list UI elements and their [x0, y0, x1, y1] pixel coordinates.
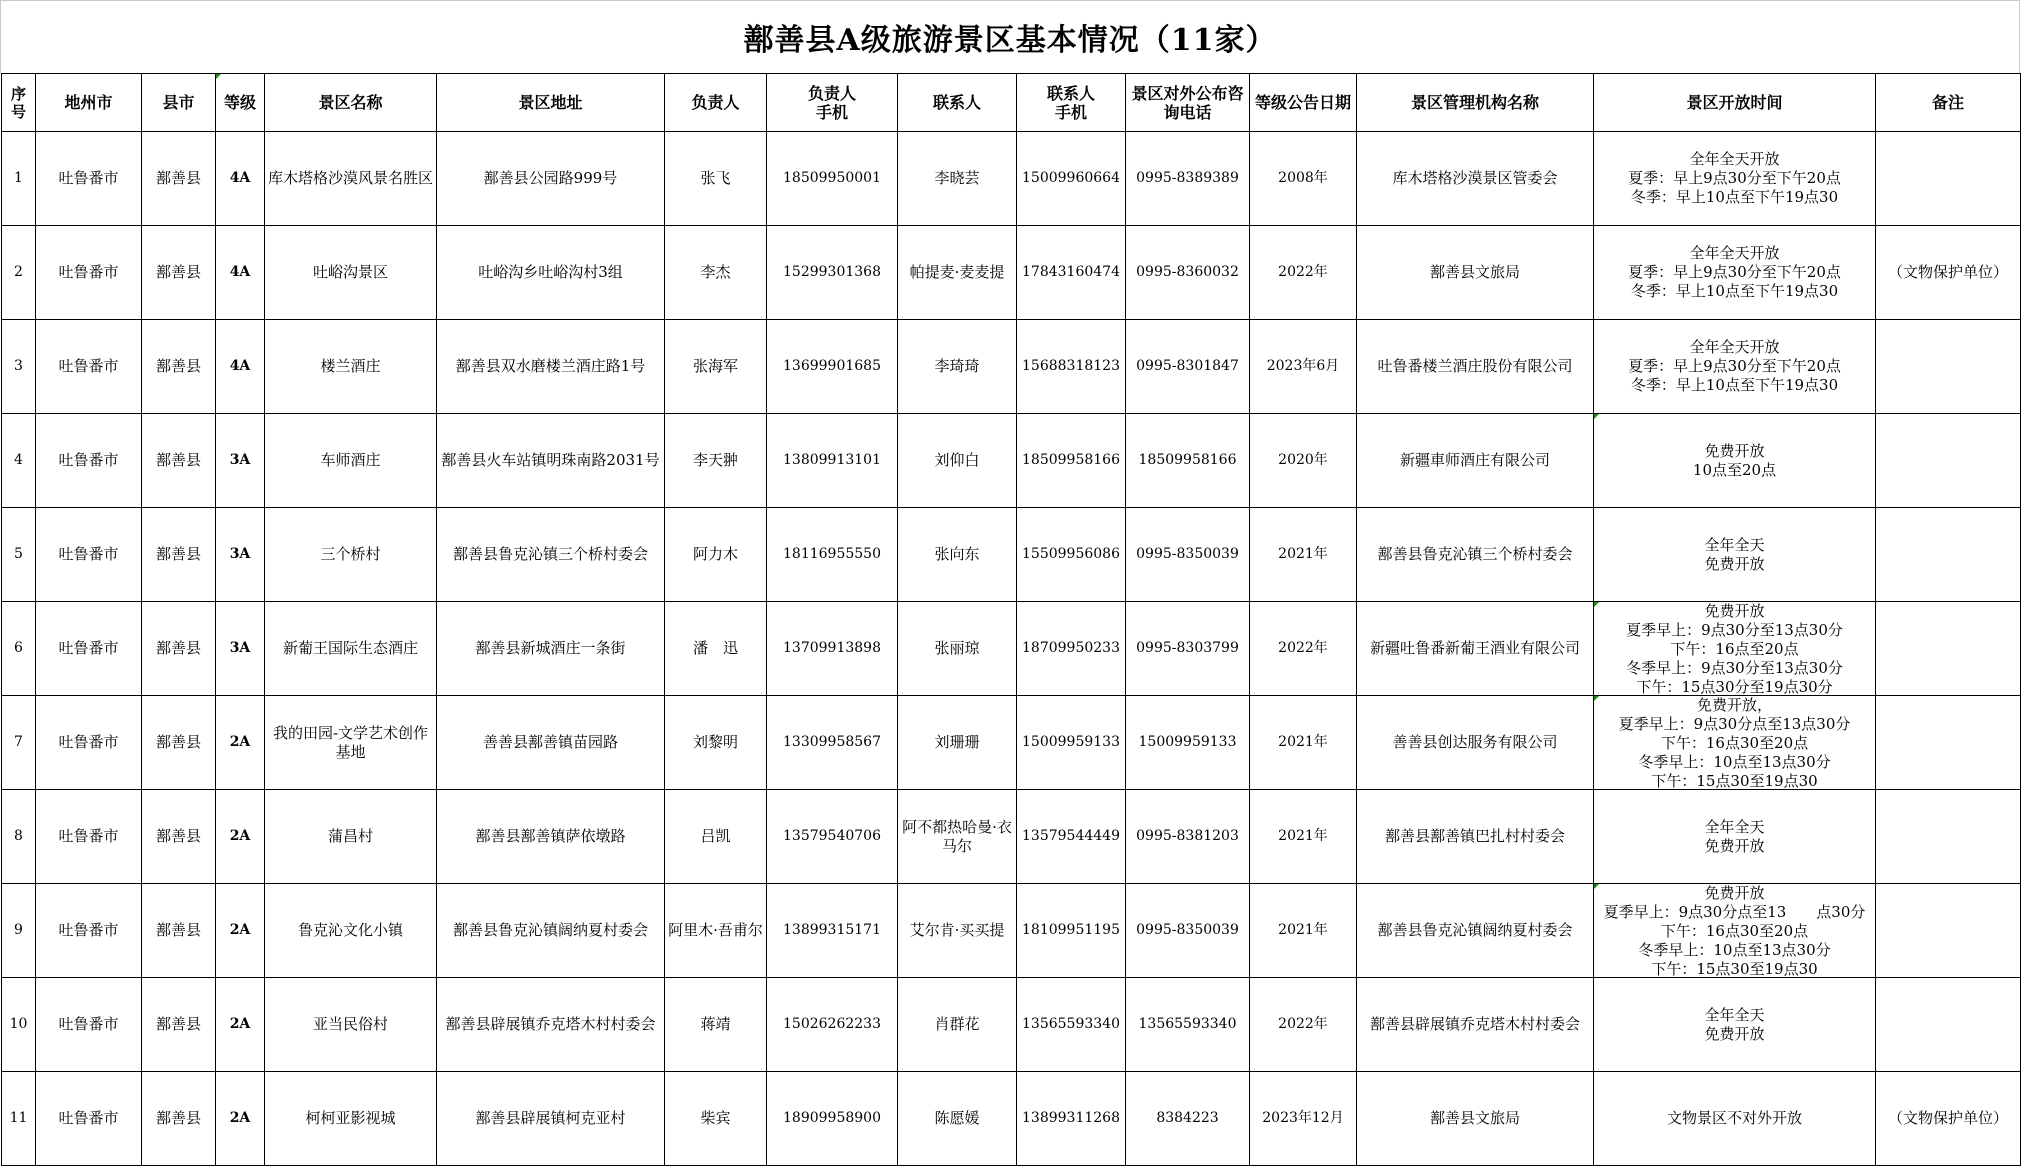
cell-remarks [1876, 508, 2021, 602]
hours-line: 冬季：早上10点至下午19点30 [1630, 188, 1839, 206]
cell-remarks [1876, 602, 2021, 696]
table-row [2, 226, 2021, 320]
cell-manager: 张海军 [665, 320, 767, 414]
hours-line: 免费开放， [1696, 696, 1772, 714]
cell-remarks [1876, 132, 2021, 226]
hours-line: 下午：16点至20点 [1670, 640, 1799, 658]
cell-announce-date: 2023年12月 [1250, 1072, 1357, 1166]
header-name: 景区名称 [265, 74, 437, 132]
cell-hours [1594, 696, 1876, 790]
hours-line: 夏季：早上9点30分至下午20点 [1628, 357, 1841, 375]
cell-scenic-name: 库木塔格沙漠风景名胜区 [265, 132, 437, 226]
cell-scenic-name: 鲁克沁文化小镇 [265, 884, 437, 978]
cell-public-phone: 13565593340 [1126, 978, 1250, 1072]
cell-contact-phone: 13899311268 [1017, 1072, 1126, 1166]
hours-line: 免费开放 [1704, 884, 1765, 902]
cell-address: 鄯善县火车站镇明珠南路2031号 [437, 414, 665, 508]
cell-city: 吐鲁番市 [36, 884, 142, 978]
cell-seq: 9 [2, 884, 36, 978]
hours-line: 冬季早上：9点30分至13点30分 [1626, 659, 1843, 677]
hours-line: 全年全天 [1704, 1005, 1765, 1024]
cell-hours [1594, 884, 1876, 978]
cell-scenic-name: 蒲昌村 [265, 790, 437, 884]
cell-org: 吐鲁番楼兰酒庄股份有限公司 [1357, 320, 1594, 414]
cell-contact-phone: 15009959133 [1017, 696, 1126, 790]
cell-manager-phone: 13709913898 [767, 602, 898, 696]
cell-hours [1594, 226, 1876, 320]
cell-city: 吐鲁番市 [36, 790, 142, 884]
cell-announce-date: 2021年 [1250, 884, 1357, 978]
cell-remarks: （文物保护单位） [1876, 226, 2021, 320]
hours-line: 全年全天开放 [1689, 150, 1780, 168]
cell-hours [1594, 508, 1876, 602]
cell-seq: 10 [2, 978, 36, 1072]
cell-public-phone: 0995-8360032 [1126, 226, 1250, 320]
cell-county: 鄯善县 [142, 508, 216, 602]
hours-line: 冬季：早上10点至下午19点30 [1630, 376, 1839, 394]
cell-manager-phone: 15026262233 [767, 978, 898, 1072]
header-address: 景区地址 [437, 74, 665, 132]
cell-hours [1594, 602, 1876, 696]
cell-contact-phone: 18509958166 [1017, 414, 1126, 508]
cell-public-phone: 0995-8389389 [1126, 132, 1250, 226]
cell-address: 鄯善县公园路999号 [437, 132, 665, 226]
cell-county: 鄯善县 [142, 226, 216, 320]
cell-city: 吐鲁番市 [36, 508, 142, 602]
hours-text [1596, 696, 1873, 789]
table-row [2, 696, 2021, 790]
cell-manager-phone: 13809913101 [767, 414, 898, 508]
cell-contact: 张丽琼 [898, 602, 1017, 696]
cell-org: 善善县创达服务有限公司 [1357, 696, 1594, 790]
hours-line: 下午：16点30至20点 [1660, 734, 1809, 752]
cell-scenic-name: 楼兰酒庄 [265, 320, 437, 414]
hours-line: 下午：15点30至19点30 [1651, 960, 1818, 977]
cell-manager: 潘 迅 [665, 602, 767, 696]
cell-announce-date: 2021年 [1250, 696, 1357, 790]
header-manager: 负责人 [665, 74, 767, 132]
header-grade: 等级 [216, 74, 265, 132]
cell-remarks: （文物保护单位） [1876, 1072, 2021, 1166]
cell-manager: 李杰 [665, 226, 767, 320]
cell-county: 鄯善县 [142, 978, 216, 1072]
hours-line: 文物景区不对外开放 [1666, 1109, 1802, 1127]
hours-line: 下午：15点30分至19点30分 [1636, 678, 1833, 695]
cell-manager-phone: 13579540706 [767, 790, 898, 884]
cell-contact: 艾尔肯·买买提 [898, 884, 1017, 978]
cell-contact: 肖群花 [898, 978, 1017, 1072]
cell-org: 鄯善县鄯善镇巴扎村村委会 [1357, 790, 1594, 884]
sheet-title: 鄯善县A级旅游景区基本情况（11家） [743, 23, 1277, 58]
cell-hours [1594, 978, 1876, 1072]
header-org: 景区管理机构名称 [1357, 74, 1594, 132]
cell-manager: 柴宾 [665, 1072, 767, 1166]
cell-manager-phone: 13309958567 [767, 696, 898, 790]
table-body [2, 132, 2021, 1166]
cell-public-phone: 0995-8301847 [1126, 320, 1250, 414]
cell-grade: 2A [216, 790, 265, 884]
cell-county: 鄯善县 [142, 320, 216, 414]
hours-line: 冬季：早上10点至下午19点30 [1630, 282, 1839, 300]
header-hours: 景区开放时间 [1594, 74, 1876, 132]
cell-hours [1594, 790, 1876, 884]
hours-line: 全年全天开放 [1689, 244, 1780, 262]
hours-line: 免费开放 [1704, 441, 1765, 460]
table-row [2, 1072, 2021, 1166]
cell-public-phone: 0995-8381203 [1126, 790, 1250, 884]
cell-grade: 4A [216, 320, 265, 414]
cell-grade: 4A [216, 132, 265, 226]
cell-contact: 陈愿媛 [898, 1072, 1017, 1166]
table-row [2, 508, 2021, 602]
cell-address: 鄯善县鲁克沁镇阔纳夏村委会 [437, 884, 665, 978]
cell-seq: 11 [2, 1072, 36, 1166]
cell-announce-date: 2023年6月 [1250, 320, 1357, 414]
table-row [2, 978, 2021, 1072]
cell-address: 鄯善县鲁克沁镇三个桥村委会 [437, 508, 665, 602]
cell-manager-phone: 18509950001 [767, 132, 898, 226]
cell-remarks [1876, 790, 2021, 884]
header-public-phone: 景区对外公布咨询电话 [1126, 74, 1250, 132]
hours-line: 全年全天开放 [1689, 338, 1780, 356]
hours-line: 免费开放 [1704, 602, 1765, 620]
header-remarks: 备注 [1876, 74, 2021, 132]
cell-county: 鄯善县 [142, 884, 216, 978]
cell-scenic-name: 吐峪沟景区 [265, 226, 437, 320]
cell-city: 吐鲁番市 [36, 132, 142, 226]
cell-seq: 3 [2, 320, 36, 414]
hours-line: 全年全天 [1704, 817, 1765, 836]
hours-line: 下午：15点30至19点30 [1651, 772, 1818, 789]
table-row [2, 414, 2021, 508]
cell-grade: 3A [216, 414, 265, 508]
hours-line: 免费开放 [1704, 1024, 1765, 1043]
cell-city: 吐鲁番市 [36, 696, 142, 790]
cell-scenic-name: 车师酒庄 [265, 414, 437, 508]
cell-announce-date: 2021年 [1250, 790, 1357, 884]
cell-county: 鄯善县 [142, 414, 216, 508]
table-row [2, 790, 2021, 884]
hours-line: 夏季：早上9点30分至下午20点 [1628, 169, 1841, 187]
hours-text [1596, 536, 1873, 574]
cell-address: 鄯善县辟展镇柯克亚村 [437, 1072, 665, 1166]
table-row [2, 320, 2021, 414]
cell-public-phone: 0995-8350039 [1126, 508, 1250, 602]
cell-contact: 刘仰白 [898, 414, 1017, 508]
cell-scenic-name: 我的田园-文学艺术创作基地 [265, 696, 437, 790]
cell-seq: 8 [2, 790, 36, 884]
cell-grade: 2A [216, 696, 265, 790]
cell-county: 鄯善县 [142, 602, 216, 696]
cell-public-phone: 8384223 [1126, 1072, 1250, 1166]
cell-address: 善善县鄯善镇苗园路 [437, 696, 665, 790]
cell-announce-date: 2008年 [1250, 132, 1357, 226]
hours-text [1596, 884, 1873, 977]
cell-grade: 2A [216, 978, 265, 1072]
cell-address: 鄯善县双水磨楼兰酒庄路1号 [437, 320, 665, 414]
cell-announce-date: 2020年 [1250, 414, 1357, 508]
cell-announce-date: 2022年 [1250, 602, 1357, 696]
cell-city: 吐鲁番市 [36, 1072, 142, 1166]
cell-remarks [1876, 414, 2021, 508]
cell-seq: 5 [2, 508, 36, 602]
cell-county: 鄯善县 [142, 696, 216, 790]
hours-text [1596, 818, 1873, 856]
cell-contact-phone: 13565593340 [1017, 978, 1126, 1072]
cell-manager-phone: 13699901685 [767, 320, 898, 414]
cell-grade: 2A [216, 884, 265, 978]
cell-manager-phone: 15299301368 [767, 226, 898, 320]
scenic-area-table [1, 73, 2021, 1166]
header-contact-phone: 联系人 手机 [1017, 74, 1126, 132]
hours-line: 夏季早上：9点30分点至13 点30分 [1603, 903, 1866, 921]
hours-line: 夏季早上：9点30分至13点30分 [1626, 621, 1843, 639]
cell-manager: 吕凯 [665, 790, 767, 884]
header-announce-date: 等级公告日期 [1250, 74, 1357, 132]
cell-announce-date: 2022年 [1250, 226, 1357, 320]
cell-city: 吐鲁番市 [36, 602, 142, 696]
cell-remarks [1876, 884, 2021, 978]
sheet-title-row [0, 0, 2020, 73]
cell-seq: 4 [2, 414, 36, 508]
cell-contact-phone: 13579544449 [1017, 790, 1126, 884]
cell-manager: 李天翀 [665, 414, 767, 508]
cell-grade: 3A [216, 602, 265, 696]
cell-org: 鄯善县文旅局 [1357, 226, 1594, 320]
cell-public-phone: 0995-8350039 [1126, 884, 1250, 978]
header-seq: 序号 [2, 74, 36, 132]
cell-contact: 李晓芸 [898, 132, 1017, 226]
cell-city: 吐鲁番市 [36, 226, 142, 320]
hours-text [1596, 150, 1873, 207]
cell-county: 鄯善县 [142, 132, 216, 226]
cell-hours [1594, 132, 1876, 226]
cell-grade: 4A [216, 226, 265, 320]
hours-line: 冬季早上：10点至13点30分 [1638, 753, 1831, 771]
hours-line: 全年全天 [1704, 535, 1765, 554]
cell-hours [1594, 1072, 1876, 1166]
hours-line: 夏季：早上9点30分至下午20点 [1628, 263, 1841, 281]
cell-remarks [1876, 320, 2021, 414]
cell-remarks [1876, 978, 2021, 1072]
header-city: 地州市 [36, 74, 142, 132]
cell-contact: 刘珊珊 [898, 696, 1017, 790]
table-row [2, 132, 2021, 226]
cell-scenic-name: 亚当民俗村 [265, 978, 437, 1072]
header-county: 县市 [142, 74, 216, 132]
cell-org: 鄯善县鲁克沁镇三个桥村委会 [1357, 508, 1594, 602]
cell-announce-date: 2022年 [1250, 978, 1357, 1072]
header-contact: 联系人 [898, 74, 1017, 132]
cell-contact: 阿不都热哈曼·衣马尔 [898, 790, 1017, 884]
cell-scenic-name: 三个桥村 [265, 508, 437, 602]
hours-line: 免费开放 [1704, 554, 1765, 573]
cell-manager-phone: 13899315171 [767, 884, 898, 978]
cell-city: 吐鲁番市 [36, 320, 142, 414]
cell-seq: 2 [2, 226, 36, 320]
cell-remarks [1876, 696, 2021, 790]
cell-hours [1594, 320, 1876, 414]
cell-org: 鄯善县辟展镇乔克塔木村村委会 [1357, 978, 1594, 1072]
hours-text [1596, 602, 1873, 695]
cell-public-phone: 0995-8303799 [1126, 602, 1250, 696]
hours-line: 夏季早上：9点30分点至13点30分 [1618, 715, 1851, 733]
cell-public-phone: 18509958166 [1126, 414, 1250, 508]
cell-manager: 阿里木·吾甫尔 [665, 884, 767, 978]
cell-contact-phone: 15009960664 [1017, 132, 1126, 226]
cell-city: 吐鲁番市 [36, 414, 142, 508]
table-header-row [2, 74, 2021, 132]
cell-public-phone: 15009959133 [1126, 696, 1250, 790]
cell-scenic-name: 新葡王国际生态酒庄 [265, 602, 437, 696]
hours-line: 免费开放 [1704, 836, 1765, 855]
cell-grade: 2A [216, 1072, 265, 1166]
table-row [2, 884, 2021, 978]
cell-announce-date: 2021年 [1250, 508, 1357, 602]
cell-manager-phone: 18909958900 [767, 1072, 898, 1166]
hours-line: 10点至20点 [1692, 460, 1777, 479]
cell-seq: 6 [2, 602, 36, 696]
table-row [2, 602, 2021, 696]
cell-contact-phone: 18109951195 [1017, 884, 1126, 978]
cell-manager-phone: 18116955550 [767, 508, 898, 602]
cell-scenic-name: 柯柯亚影视城 [265, 1072, 437, 1166]
hours-text [1596, 1006, 1873, 1044]
header-manager-phone: 负责人 手机 [767, 74, 898, 132]
cell-address: 鄯善县鄯善镇萨依墩路 [437, 790, 665, 884]
cell-city: 吐鲁番市 [36, 978, 142, 1072]
cell-county: 鄯善县 [142, 1072, 216, 1166]
hours-text [1596, 1109, 1873, 1128]
cell-address: 鄯善县新城酒庄一条街 [437, 602, 665, 696]
hours-text [1596, 244, 1873, 301]
cell-address: 吐峪沟乡吐峪沟村3组 [437, 226, 665, 320]
cell-org: 鄯善县鲁克沁镇阔纳夏村委会 [1357, 884, 1594, 978]
cell-contact: 张向东 [898, 508, 1017, 602]
cell-address: 鄯善县辟展镇乔克塔木村村委会 [437, 978, 665, 1072]
cell-contact-phone: 15509956086 [1017, 508, 1126, 602]
hours-line: 冬季早上：10点至13点30分 [1638, 941, 1831, 959]
cell-org: 新疆吐鲁番新葡王酒业有限公司 [1357, 602, 1594, 696]
cell-org: 鄯善县文旅局 [1357, 1072, 1594, 1166]
hours-line: 下午：16点30至20点 [1660, 922, 1809, 940]
cell-org: 新疆車师酒庄有限公司 [1357, 414, 1594, 508]
cell-manager: 蒋靖 [665, 978, 767, 1072]
cell-org: 库木塔格沙漠景区管委会 [1357, 132, 1594, 226]
hours-text [1596, 338, 1873, 395]
cell-contact-phone: 17843160474 [1017, 226, 1126, 320]
cell-grade: 3A [216, 508, 265, 602]
cell-seq: 7 [2, 696, 36, 790]
cell-hours [1594, 414, 1876, 508]
cell-contact-phone: 18709950233 [1017, 602, 1126, 696]
cell-manager: 阿力木 [665, 508, 767, 602]
hours-text [1596, 442, 1873, 480]
cell-manager: 张飞 [665, 132, 767, 226]
cell-contact-phone: 15688318123 [1017, 320, 1126, 414]
cell-manager: 刘黎明 [665, 696, 767, 790]
cell-contact: 李琦琦 [898, 320, 1017, 414]
cell-contact: 帕提麦·麦麦提 [898, 226, 1017, 320]
cell-seq: 1 [2, 132, 36, 226]
cell-county: 鄯善县 [142, 790, 216, 884]
